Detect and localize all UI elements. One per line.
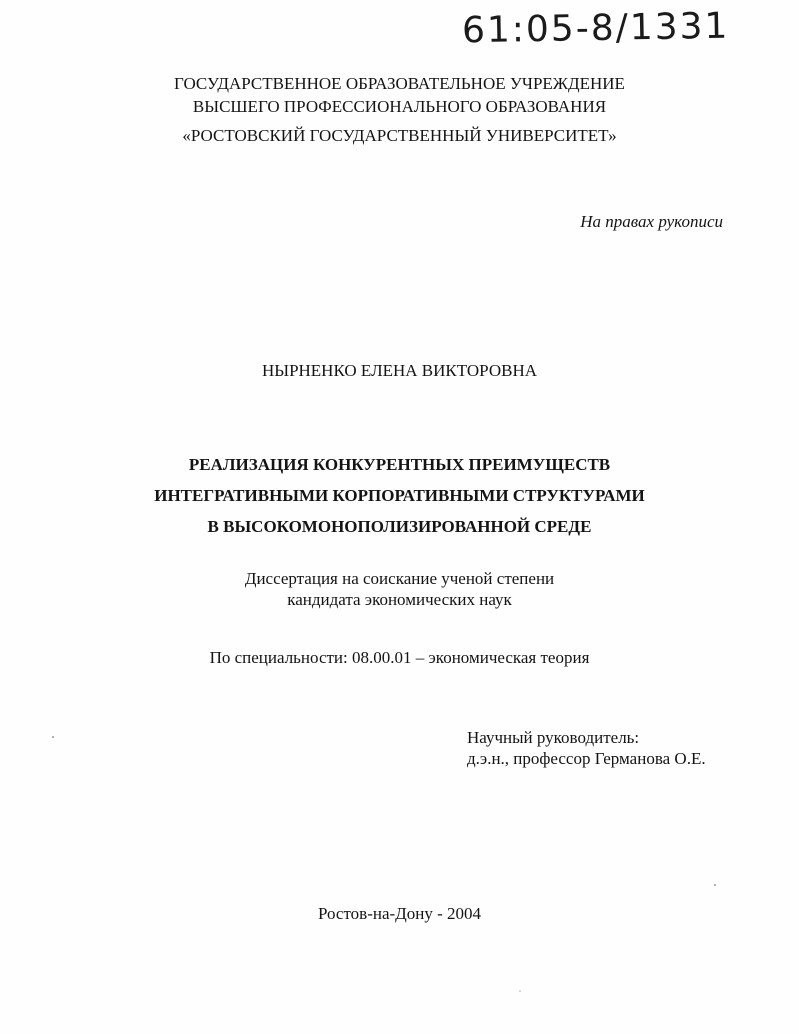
institution-block [0,72,799,147]
manuscript-rights: На правах рукописи [580,212,723,231]
specialty: По специальности: 08.00.01 – экономическая теория [209,648,590,667]
institution-line-2: ВЫСШЕГО ПРОФЕССИОНАЛЬНОГО ОБРАЗОВАНИЯ [192,97,607,116]
title-line-3: В ВЫСОКОМОНОПОЛИЗИРОВАННОЙ СРЕДЕ [207,517,592,536]
university-name: «РОСТОВСКИЙ ГОСУДАРСТВЕННЫЙ УНИВЕРСИТЕТ» [182,126,617,145]
handwritten-archive-code: 61:05-8/1331 [461,5,730,52]
degree-line-1: Диссертация на соискание ученой степени [244,569,555,588]
advisor-name: д.э.н., профессор Германова О.Е. [467,749,706,768]
author-name: НЫРНЕНКО ЕЛЕНА ВИКТОРОВНА [261,361,538,380]
title-line-1: РЕАЛИЗАЦИЯ КОНКУРЕНТНЫХ ПРЕИМУЩЕСТВ [188,455,611,474]
degree-line-2: кандидата экономических наук [287,590,512,609]
thesis-title [0,449,799,542]
scan-speck [519,990,521,992]
degree-statement [0,568,799,610]
title-line-2: ИНТЕГРАТИВНЫМИ КОРПОРАТИВНЫМИ СТРУКТУРАМИ [154,486,645,505]
scientific-advisor [467,727,706,769]
scan-speck [714,884,716,886]
institution-line-1: ГОСУДАРСТВЕННОЕ ОБРАЗОВАТЕЛЬНОЕ УЧРЕЖДЕНИЕ [174,74,625,93]
scan-speck [52,736,54,738]
advisor-label: Научный руководитель: [467,728,640,747]
city-year: Ростов-на-Дону - 2004 [317,904,482,923]
